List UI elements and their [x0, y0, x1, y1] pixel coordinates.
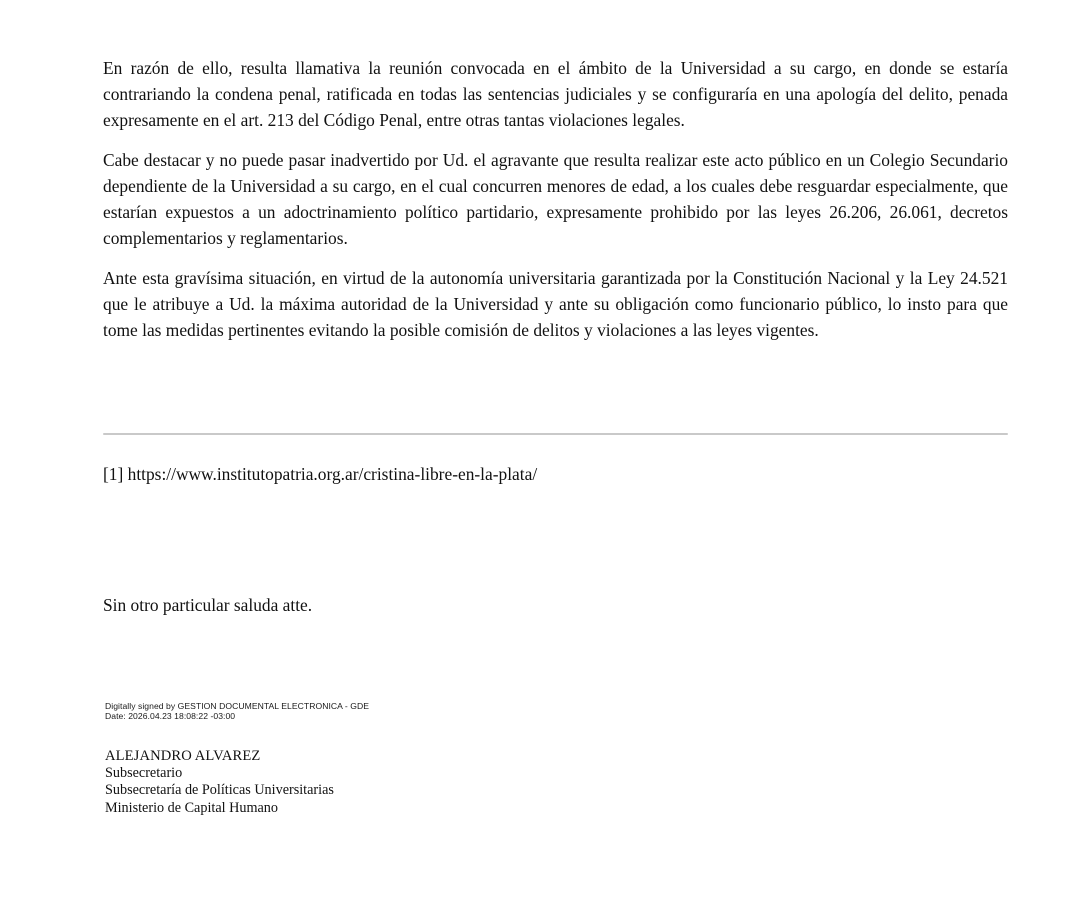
signatory-details	[105, 747, 625, 818]
signatory-office: Subsecretaría de Políticas Universitarias	[105, 782, 334, 799]
paragraph-2: Cabe destacar y no puede pasar inadvertido por Ud. el agravante que resulta realizar este acto público en un Colegio Secundario dependiente de la Universidad a su cargo, en el cual concurren menores de edad, a los cuales debe resguardar especialmente, que estarían expuestos a un adoctrinamiento político partidario, expresamente prohibido por las leyes 26.206, 26.061, decretos complementarios y reglamentarios.	[103, 150, 1008, 248]
paragraph-1: En razón de ello, resulta llamativa la reunión convocada en el ámbito de la Universidad a su cargo, en donde se estaría contrariando la condena penal, ratificada en todas las sentencias judiciales y se configuraría en una apología del delito, penada expresamente en el art. 213 del Código Penal, entre otras tantas violaciones legales.	[103, 58, 1008, 130]
digital-signature-stamp	[105, 702, 625, 722]
signature-date-text: Date: 2026.04.23 18:08:22 -03:00	[105, 710, 236, 721]
signatory-role: Subsecretario	[105, 764, 183, 781]
signatory-ministry: Ministerio de Capital Humano	[105, 799, 278, 816]
signatory-name: ALEJANDRO ALVAREZ	[105, 747, 261, 764]
signature-signed-by-text: Digitally signed by GESTION DOCUMENTAL ELECTRONICA - GDE	[105, 701, 370, 711]
footnote-separator	[103, 433, 1008, 436]
signature-block	[105, 702, 625, 817]
horizontal-rule	[103, 433, 1008, 435]
document-body	[103, 55, 1008, 343]
paragraph-3: Ante esta gravísima situación, en virtud de la autonomía universitaria garantizada por la Constitución Nacional y la Ley 24.521 que le atribuye a Ud. la máxima autoridad de la Universidad y ante su obligación como funcionario público, lo insto para que tome las medidas pertinentes evitando la posible comisión de delitos y violaciones a las leyes vigentes.	[103, 268, 1008, 340]
footnote-reference: [1] https://www.institutopatria.org.ar/cristina-libre-en-la-plata/	[103, 464, 538, 484]
closing-salutation: Sin otro particular saluda atte.	[103, 595, 313, 615]
